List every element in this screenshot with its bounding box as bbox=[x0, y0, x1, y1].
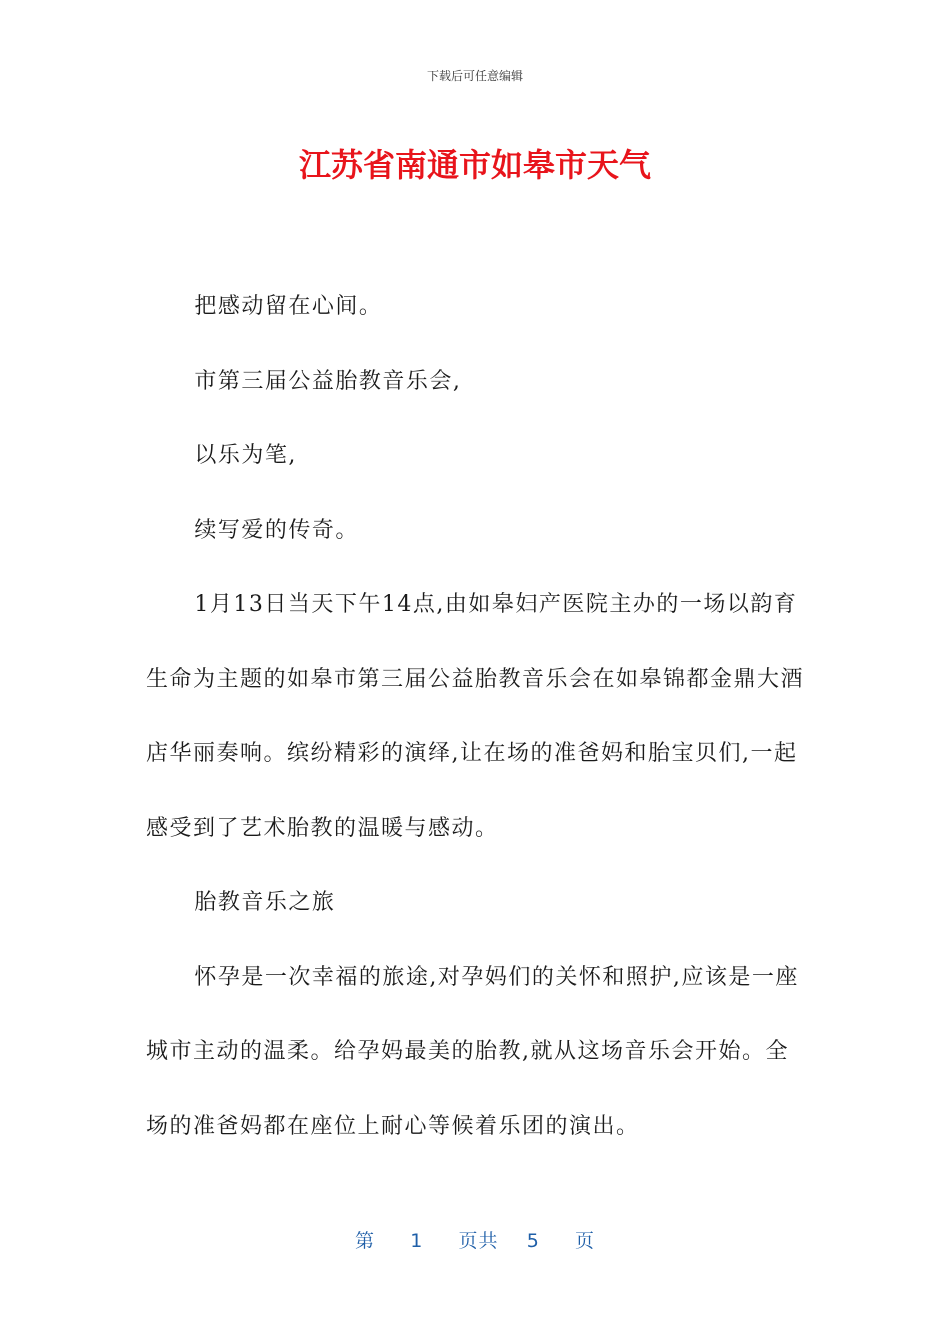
footer-middle: 页共 bbox=[458, 1230, 499, 1252]
document-body bbox=[146, 270, 806, 1164]
paragraph: 胎教音乐之旅 bbox=[194, 890, 336, 915]
paragraph: 把感动留在心间。 bbox=[194, 294, 383, 319]
page-title: 江苏省南通市如皋市天气 bbox=[298, 146, 651, 184]
page-number-footer bbox=[0, 1226, 950, 1253]
paragraph: 市第三届公益胎教音乐会, bbox=[194, 368, 462, 394]
footer-suffix: 页 bbox=[575, 1230, 596, 1252]
total-pages-number: 5 bbox=[526, 1230, 540, 1252]
paragraph: 1月13日当天下午14点,由如皋妇产医院主办的一场以韵育生命为主题的如皋市第三届公益胎教音乐会在如皋锦都金鼎大酒店华丽奏响。缤纷精彩的演绎,让在场的准爸妈和胎宝贝们,一起感受到了艺术胎教的温暖与感动。 bbox=[146, 592, 805, 841]
header-note: 下载后可任意编辑 bbox=[426, 69, 523, 83]
footer-prefix: 第 bbox=[354, 1230, 375, 1252]
paragraph: 以乐为笔, bbox=[194, 443, 297, 468]
current-page-number: 1 bbox=[410, 1230, 424, 1252]
paragraph: 怀孕是一次幸福的旅途,对孕妈们的关怀和照护,应该是一座城市主动的温柔。给孕妈最美的胎教,就从这场音乐会开始。全场的准爸妈都在座位上耐心等候着乐团的演出。 bbox=[146, 964, 799, 1139]
paragraph: 续写爱的传奇。 bbox=[194, 517, 359, 543]
